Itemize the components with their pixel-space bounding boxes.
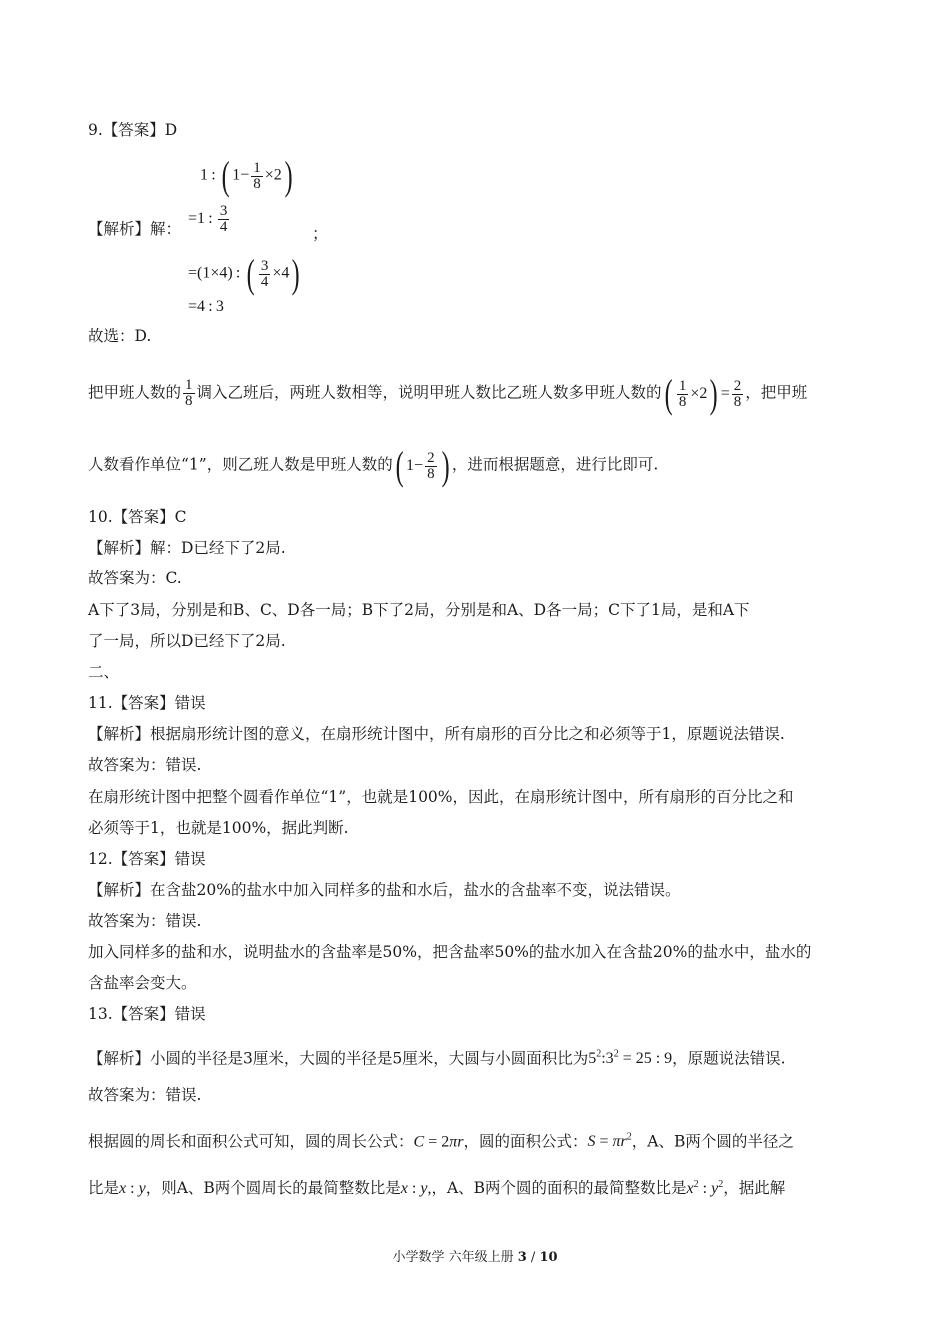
- q10-explain-2: 了一局，所以D已经下了2局.: [88, 632, 286, 650]
- q10-analysis: 【解析】解：D已经下了2局.: [88, 539, 286, 557]
- q10-conclusion: 故答案为：C.: [88, 569, 182, 587]
- q11-explain-2: 必须等于1，也就是100%，据此判断.: [88, 819, 349, 837]
- q9-eq-line1: 1 : ( 1− $\frac{1}{8}$ ×2): [200, 153, 293, 198]
- q9-eq-line3: =(1×4) : ( $\frac{3}{4}$ ×4): [188, 251, 301, 296]
- q13-analysis: 【解析】小圆的半径是3厘米，大圆的半径是5厘米，大圆与小圆面积比为$5^2:3^2 = 25$ : 9，原题说法错误.: [88, 1049, 786, 1068]
- q10-answer: 10.【答案】C: [88, 508, 187, 526]
- q13-explain-2: 比是x : y，则A、B两个圆周长的最简整数比是x : y,，A、B两个圆的面积的最简整数比是$x^2$ : $y^2$，据此解: [88, 1179, 786, 1198]
- footer-separator: /: [526, 1250, 540, 1265]
- q9-explain-p2: 人数看作单位“1”，则乙班人数是甲班人数的( 1− $\frac{2}{8}$ ) ，进而根据题意，进行比即可.: [88, 443, 659, 488]
- q13-answer: 13.【答案】错误: [88, 1005, 206, 1023]
- page-footer: [0, 1246, 950, 1265]
- footer-page-number: 3: [517, 1250, 527, 1265]
- q9-conclusion: 故选：D.: [88, 327, 152, 345]
- q13-conclusion: 故答案为：错误.: [88, 1086, 202, 1104]
- q12-conclusion: 故答案为：错误.: [88, 912, 202, 930]
- q11-answer: 11.【答案】错误: [88, 694, 206, 712]
- footer-page-total: 10: [539, 1250, 558, 1265]
- q10-explain-1: A下了3局，分别是和B、C、D各一局；B下了2局，分别是和A、D各一局；C下了1局，是和A下: [88, 601, 750, 619]
- section-two-heading: 二、: [88, 663, 120, 681]
- q9-eq-line2: =1 : $\frac{3}{4}$: [188, 203, 228, 235]
- q9-answer: 9.【答案】D: [88, 121, 178, 139]
- q13-explain-1: 根据圆的周长和面积公式可知，圆的周长公式：C = 2πr，圆的面积公式：$S = \pi r^2$，A、B两个圆的半径之: [88, 1132, 794, 1151]
- q11-analysis: 【解析】根据扇形统计图的意义，在扇形统计图中，所有扇形的百分比之和必须等于1，原题说法错误.: [88, 725, 785, 743]
- q9-eq-line4: =4 : 3: [188, 298, 224, 315]
- q11-conclusion: 故答案为：错误.: [88, 756, 202, 774]
- q9-explain-p1: 把甲班人数的 $\frac{1}{8}$ 调入乙班后，两班人数相等，说明甲班人数比乙班人数多甲班人数的( $\frac{1}{8}$ ×2) = $\frac{2}{8}$ ，把甲班: [88, 371, 808, 416]
- q9-semicolon: ；: [312, 226, 329, 243]
- q9-analysis-label: 【解析】解：: [88, 220, 182, 238]
- q11-explain-1: 在扇形统计图中把整个圆看作单位“1”，也就是100%，因此，在扇形统计图中，所有扇形的百分比之和: [88, 788, 794, 806]
- q12-analysis: 【解析】在含盐20%的盐水中加入同样多的盐和水后，盐水的含盐率不变，说法错误。: [88, 881, 681, 899]
- q12-explain-2: 含盐率会变大。: [88, 974, 197, 992]
- q12-answer: 12.【答案】错误: [88, 850, 206, 868]
- q12-explain-1: 加入同样多的盐和水，说明盐水的含盐率是50%，把含盐率50%的盐水加入在含盐20%的盐水中，盐水的: [88, 943, 812, 961]
- footer-text: 小学数学 六年级上册: [392, 1250, 518, 1265]
